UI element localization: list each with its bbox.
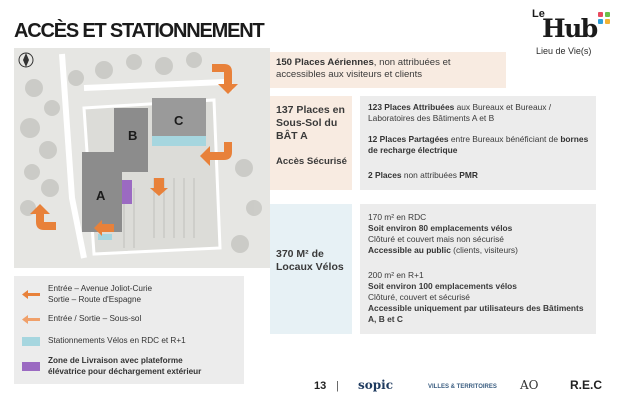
site-plan-map (14, 48, 270, 268)
legend-delivery-label-1: Zone de Livraison avec plateforme (48, 356, 183, 365)
arrow-left-icon (22, 290, 40, 299)
rec-logo: R.E.C (570, 378, 603, 392)
bike-details-panel (360, 204, 596, 334)
item3-bold: PMR (459, 170, 478, 180)
bike-r1-places: Soit environ 100 emplacements vélos (368, 281, 517, 291)
building-b-label: B (128, 128, 138, 143)
underground-item-1 (368, 102, 590, 124)
item2-bold: bornes de recharge électrique (368, 134, 589, 155)
item3-text: non attribuées (401, 170, 460, 180)
legend-entry-label: Entrée – Avenue Joliot-Curie (48, 284, 153, 293)
underground-heading-panel (270, 96, 352, 190)
legend-bike-label: Stationnements Vélos en RDC et R+1 (48, 336, 186, 345)
site-plan-drawing (14, 48, 270, 268)
hub-logo (532, 8, 618, 60)
page-title: ACCÈS ET STATIONNEMENT (14, 20, 264, 42)
secure-access-label: Accès Sécurisé (276, 156, 347, 167)
underground-item-2 (368, 134, 590, 156)
bike-rdc-access: Accessible au public (368, 245, 451, 255)
bike-rdc-block (368, 212, 590, 256)
bike-r1-access: Accessible uniquement par utilisateurs des Bâtiments A, B et C (368, 303, 584, 324)
bike-rdc-access-line (368, 245, 590, 256)
delivery-swatch-icon (22, 362, 40, 371)
underground-heading: 137 Places en Sous-Sol du BÂT A (276, 104, 345, 142)
legend-underground (22, 314, 141, 325)
item1-text: aux Bureaux et Bureaux / Laboratoires des Bâtiments A et B (368, 102, 552, 123)
bike-r1-note: Clôturé, couvert et sécurisé (368, 292, 470, 302)
bike-r1-area: 200 m² en R+1 (368, 270, 424, 280)
building-a-label: A (96, 188, 106, 203)
aerial-parking-desc: , non attribuées et accessibles aux visiteurs et clients (276, 57, 451, 80)
item1-count: 123 Places Attribuées (368, 102, 455, 112)
legend-entry-text (48, 284, 152, 305)
sopic-logo: sopic (358, 378, 394, 392)
bike-heading: 370 M² de Locaux Vélos (276, 248, 344, 273)
page-number: 13 (314, 380, 327, 392)
bike-swatch-icon (22, 337, 40, 346)
underground-item-3 (368, 170, 590, 181)
bike-rdc-access-note: (clients, visiteurs) (450, 245, 518, 255)
bike-heading-panel (270, 204, 352, 334)
ao-logo: AO (520, 378, 539, 392)
aerial-parking-panel (270, 52, 506, 88)
aerial-parking-count: 150 Places Aériennes (276, 57, 374, 68)
bike-rdc-places: Soit environ 80 emplacements vélos (368, 223, 513, 233)
logo-hub: Hub (542, 14, 597, 43)
aerial-parking-text (276, 57, 502, 81)
building-c-label: C (174, 113, 184, 128)
legend-delivery (22, 356, 201, 377)
logo-subtitle: Lieu de Vie(s) (536, 46, 592, 56)
legend-delivery-text (48, 356, 201, 377)
item3-count: 2 Places (368, 170, 402, 180)
arrow-left-light-icon (22, 315, 40, 324)
legend-exit-label: Sortie – Route d'Espagne (48, 294, 142, 304)
legend-entry-exit (22, 284, 152, 305)
bike-r1-block (368, 270, 590, 325)
footer-separator: | (336, 380, 339, 392)
footer (300, 376, 626, 400)
logo-le: Le (532, 8, 545, 20)
bike-rdc-area: 170 m² en RDC (368, 212, 427, 222)
legend-delivery-label-2: élévatrice pour déchargement extérieur (48, 366, 202, 376)
bike-rdc-note: Clôturé et couvert mais non sécurisé (368, 234, 504, 244)
map-legend (14, 276, 244, 384)
item2-count: 12 Places Partagées (368, 134, 449, 144)
legend-underground-label: Entrée / Sortie – Sous-sol (48, 314, 142, 323)
villes-territoires-logo: VILLES & TERRITOIRES (428, 384, 497, 390)
legend-bike (22, 336, 186, 347)
logo-dots-icon (598, 12, 612, 26)
item2-text: entre Bureaux bénéficiant de (448, 134, 561, 144)
underground-details-panel (360, 96, 596, 190)
